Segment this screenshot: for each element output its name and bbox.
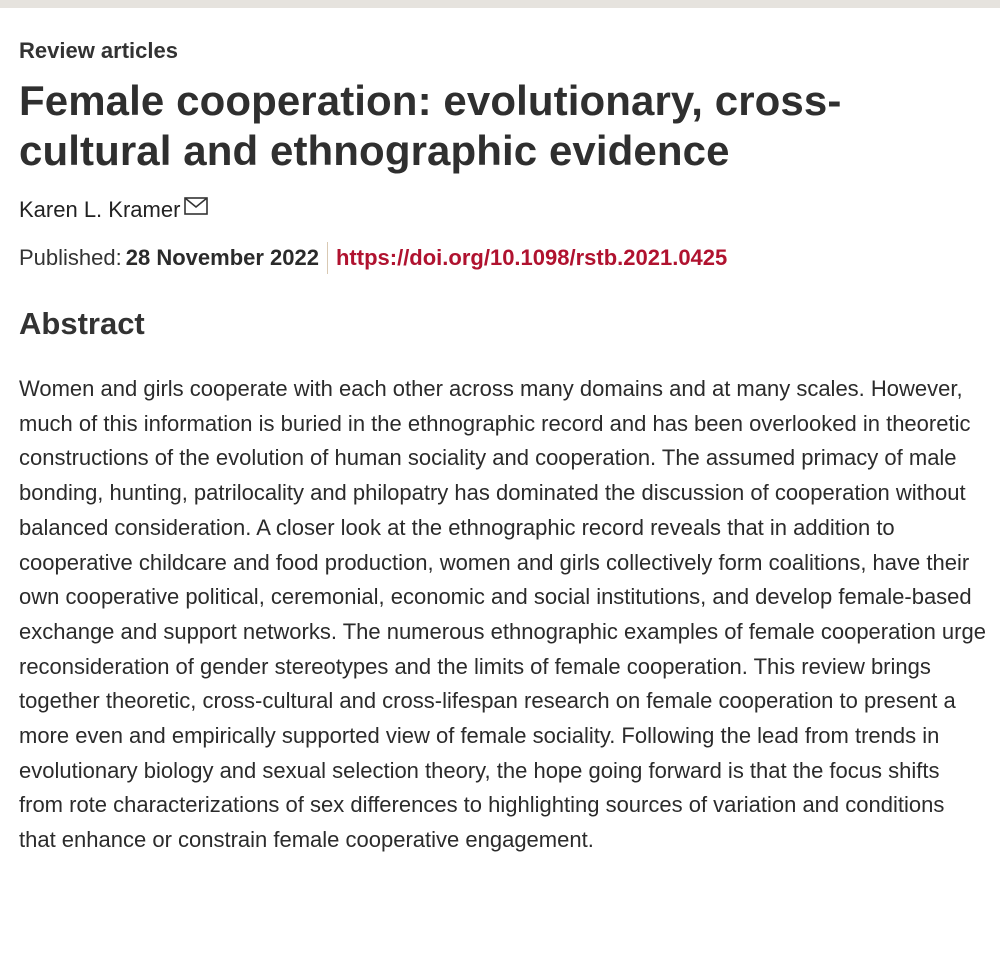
abstract-heading: Abstract xyxy=(19,306,145,341)
abstract-text: Women and girls cooperate with each other across many domains and at many scales. However, much of this information is buried in the ethnographic record and has been overlooked in theoretic constructions of the evolution of human sociality and cooperation. The assumed primacy of male bonding, hunting, patrilocality and philopatry has dominated the discussion of cooperation without balanced consideration. A closer look at the ethnographic record reveals that in addition to cooperative childcare and food production, women and girls collectively form coalitions, have their own cooperative political, ceremonial, economic and social institutions, and develop female-based exchange and support networks. The numerous ethnographic examples of female cooperation urge reconsideration of gender stereotypes and the limits of female cooperation. This review brings together theoretic, cross-cultural and cross-lifespan research on female cooperation to present a more even and empirically supported view of female sociality. Following the lead from trends in evolutionary biology and sexual selection theory, the hope going forward is that the focus shifts from rote characterizations of sex differences to highlighting sources of variation and conditions that enhance or constrain female cooperative engagement. xyxy=(19,376,986,853)
published-date: 28 November 2022 xyxy=(125,245,319,270)
author-row xyxy=(19,194,989,226)
divider xyxy=(327,242,328,274)
published-label: Published: xyxy=(19,245,122,270)
doi-link[interactable]: https://doi.org/10.1098/rstb.2021.0425 xyxy=(335,245,728,270)
author-name[interactable]: Karen L. Kramer xyxy=(19,197,181,222)
top-bar xyxy=(0,0,1000,8)
published-row xyxy=(19,242,989,274)
article-category[interactable]: Review articles xyxy=(19,38,178,63)
article-title: Female cooperation: evolutionary, cross-cultural and ethnographic evidence xyxy=(19,77,842,174)
article-header xyxy=(19,8,989,858)
mail-icon[interactable] xyxy=(184,196,208,216)
